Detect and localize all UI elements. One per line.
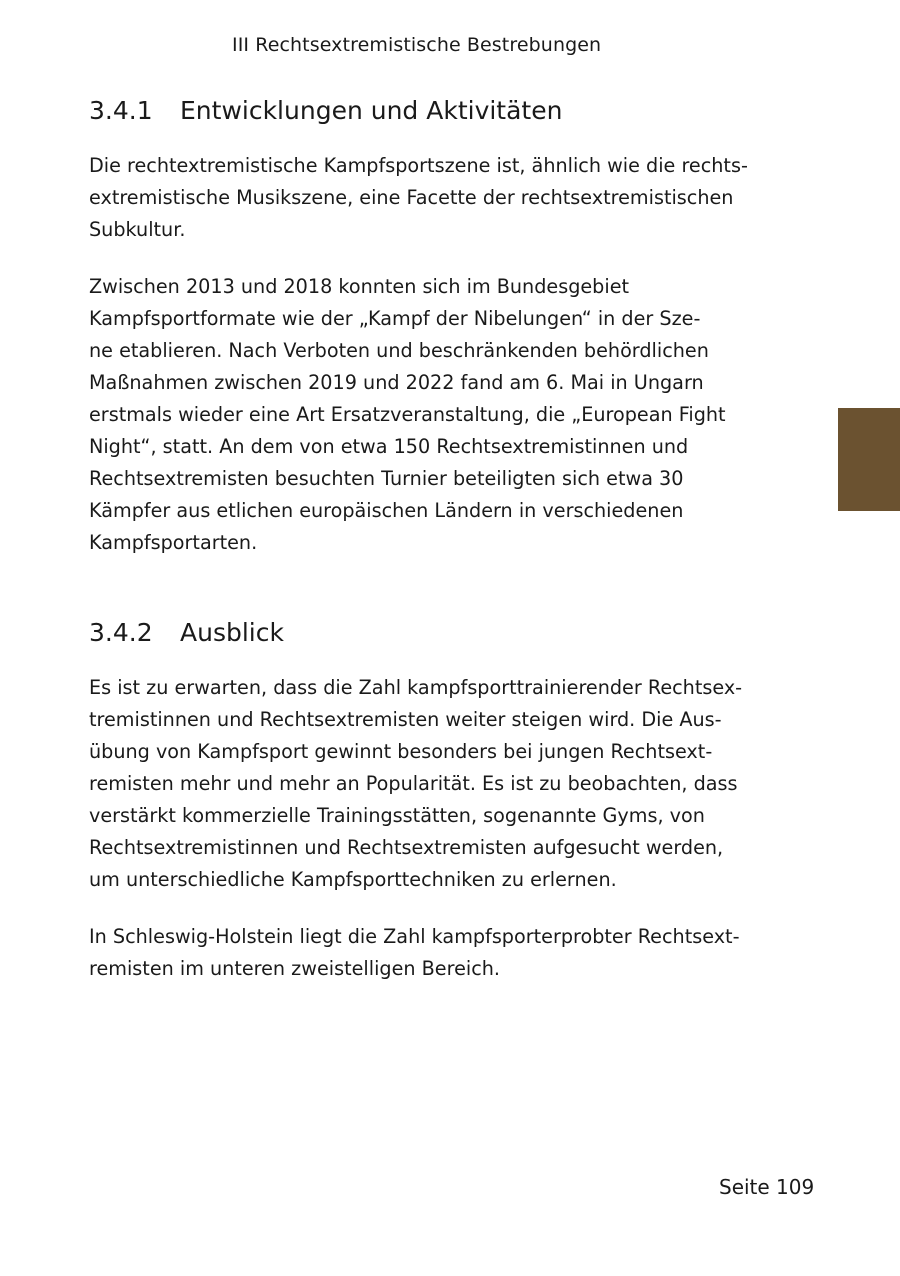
- paragraph-kampfsportszene: [89, 150, 759, 246]
- text-line: tremistinnen und Rechtsextremisten weiter steigen wird. Die Aus-: [89, 708, 722, 731]
- text-line: extremistische Musikszene, eine Facette der rechtsextremistischen: [89, 186, 734, 209]
- section-title: Entwicklungen und Aktivitäten: [180, 96, 563, 125]
- text-line: Kampfsportformate wie der „Kampf der Nibelungen“ in der Sze-: [89, 307, 701, 330]
- section-heading-3-4-1: [89, 96, 562, 125]
- text-line: ne etablieren. Nach Verboten und beschränkenden behördlichen: [89, 339, 709, 362]
- text-line: Die rechtextremistische Kampfsportszene ist, ähnlich wie die rechts-: [89, 154, 748, 177]
- text-line: verstärkt kommerzielle Trainingsstätten, sogenannte Gyms, von: [89, 804, 705, 827]
- text-line: remisten im unteren zweistelligen Bereich.: [89, 957, 501, 980]
- text-line: übung von Kampfsport gewinnt besonders bei jungen Rechtsext-: [89, 740, 713, 763]
- section-number: 3.4.1: [89, 96, 153, 125]
- paragraph-ausblick: [89, 672, 759, 896]
- paragraph-schleswig-holstein: [89, 921, 759, 985]
- text-line: Rechtsextremistinnen und Rechtsextremisten aufgesucht werden,: [89, 836, 724, 859]
- text-line: um unterschiedliche Kampfsporttechniken zu erlernen.: [89, 868, 617, 891]
- text-line: Kampfsportarten.: [89, 531, 258, 554]
- text-line: Subkultur.: [89, 218, 186, 241]
- section-number: 3.4.2: [89, 618, 153, 647]
- text-line: Zwischen 2013 und 2018 konnten sich im Bundesgebiet: [89, 275, 630, 298]
- running-header: III Rechtsextremistische Bestrebungen: [232, 34, 602, 56]
- text-line: Es ist zu erwarten, dass die Zahl kampfsporttrainierender Rechtsex-: [89, 676, 743, 699]
- page-number: Seite 109: [719, 1175, 815, 1199]
- section-heading-3-4-2: [89, 618, 284, 647]
- section-title: Ausblick: [180, 618, 284, 647]
- text-line: In Schleswig-Holstein liegt die Zahl kampfsporterprobter Rechtsext-: [89, 925, 740, 948]
- text-line: Kämpfer aus etlichen europäischen Ländern in verschiedenen: [89, 499, 684, 522]
- text-line: Night“, statt. An dem von etwa 150 Rechtsextremistinnen und: [89, 435, 689, 458]
- chapter-side-tab: [838, 408, 900, 511]
- paragraph-veranstaltungen: [89, 271, 759, 559]
- text-line: erstmals wieder eine Art Ersatzveranstaltung, die „European Fight: [89, 403, 726, 426]
- text-line: Rechtsextremisten besuchten Turnier beteiligten sich etwa 30: [89, 467, 684, 490]
- text-line: remisten mehr und mehr an Popularität. Es ist zu beobachten, dass: [89, 772, 738, 795]
- text-line: Maßnahmen zwischen 2019 und 2022 fand am 6. Mai in Ungarn: [89, 371, 704, 394]
